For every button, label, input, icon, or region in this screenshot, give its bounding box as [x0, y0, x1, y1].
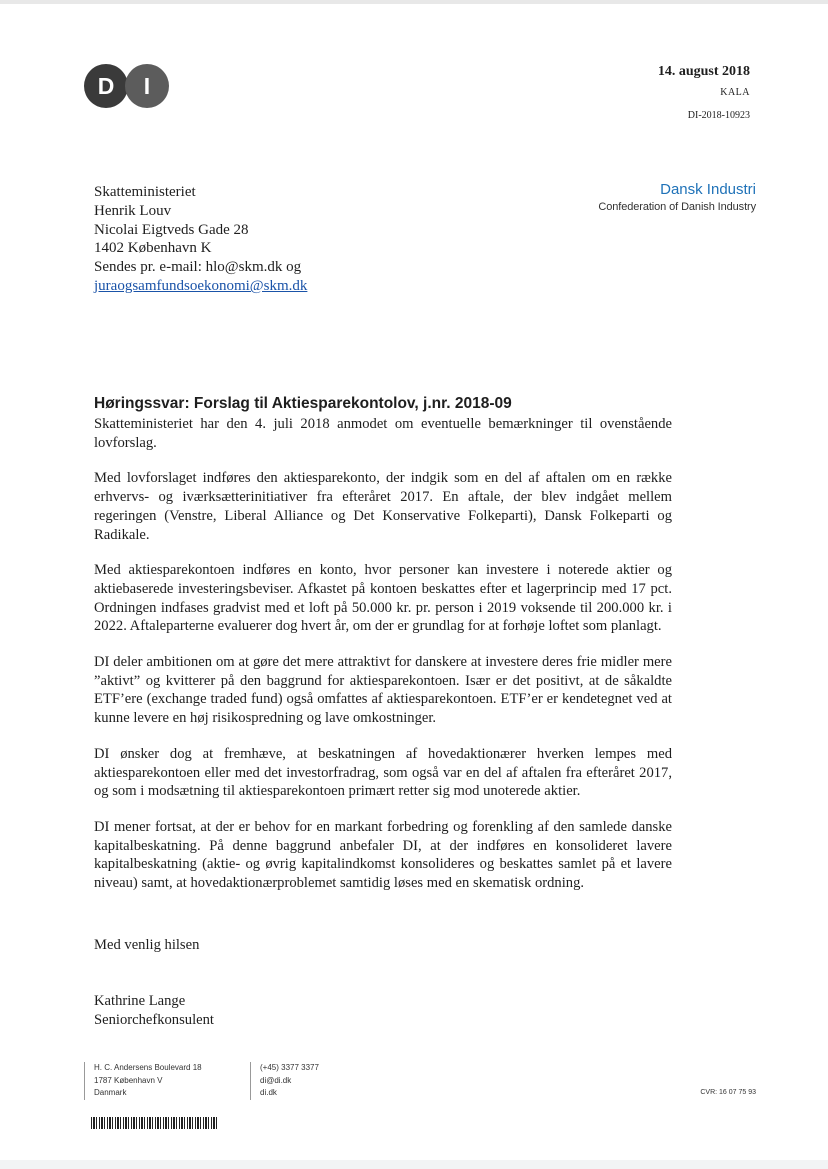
recipient-line: Sendes pr. e-mail: hlo@skm.dk og [94, 259, 302, 276]
recipient-address [94, 183, 307, 296]
signatory-title: Seniorchefkonsulent [94, 1011, 214, 1028]
body-paragraph: DI deler ambitionen om at gøre det mere attraktivt for danskere at investere deres frie midler mere ”aktivt” og kvitterer på den baggrund for aktiesparekontoen. Især er det positivt, at de såkaldte ETF’ere (exchange traded fund) også omfattes af aktiesparekontoen. ETF’er er kendetegnet ved at kunne levere en høj risikospredning og lave omkostninger. [94, 654, 672, 727]
logo-letter-d: D [84, 64, 128, 108]
brand-name: Dansk Industri [660, 181, 756, 198]
signatory-name: Kathrine Lange [94, 993, 186, 1009]
letter-body [94, 415, 672, 910]
footer-address [84, 1062, 202, 1100]
body-paragraph: Skatteministeriet har den 4. juli 2018 anmodet om eventuelle bemærkninger til ovenstående lovforslag. [94, 416, 672, 451]
body-paragraph: DI ønsker dog at fremhæve, at beskatningen af hovedaktionærer hverken lempes med aktiesparekontoen eller med det investorfradrag, som også var en del af aftalen fra efteråret 2017, og som i modsætning til aktiesparekontoen primært retter sig mod unoterede aktier. [94, 745, 672, 800]
recipient-line: Nicolai Eigtveds Gade 28 [94, 221, 249, 238]
brand-block [598, 181, 756, 215]
recipient-line: Skatteministeriet [94, 184, 196, 200]
footer-website: di.dk [260, 1088, 277, 1097]
reference-number: DI-2018-10923 [687, 110, 750, 121]
footer-address-line: H. C. Andersens Boulevard 18 [94, 1063, 202, 1072]
body-paragraph: Med aktiesparekontoen indføres en konto, hvor personer kan investere i noterede aktier og aktiebaserede investeringsbeviser. Afkastet på kontoen beskattes efter et lagerprincip med 17 pct. Ordningen indfases gradvist med et loft på 50.000 kr. pr. person i 2019 voksende til 200.000 kr. i 2022. Aftaleparterne evaluerer dog hvert år, om der er grundlag for at forhøje loftet som planlagt. [94, 562, 672, 635]
author-initials: KALA [720, 87, 750, 98]
footer-email: di@di.dk [260, 1075, 292, 1085]
recipient-line: Henrik Louv [94, 202, 172, 219]
cvr-number: CVR: 16 07 75 93 [700, 1089, 756, 1096]
body-paragraph: DI mener fortsat, at der er behov for en markant forbedring og forenkling af den samlede danske kapitalbeskatning. På denne baggrund anbefaler DI, at der indføres en konsolideret lavere kapitalbeskatning (aktie- og øvrig kapitalindkomst konsolideres og beskattes samlet på et lavere niveau) samt, at hovedaktionærproblemet samtidig løses med en skematisk ordning. [94, 818, 672, 892]
signature-block [94, 992, 214, 1029]
footer-address-line: 1787 København V [94, 1075, 163, 1085]
barcode-icon [91, 1117, 219, 1129]
scan-top-edge [0, 0, 828, 4]
recipient-line: 1402 København K [94, 240, 212, 257]
body-paragraph: Med lovforslaget indføres den aktiesparekonto, der indgik som en del af aftalen om en række erhvervs- og iværksætterinitiativer fra efteråret 2017. En aftale, der blev indgået mellem regeringen (Venstre, Liberal Alliance og Det Konservative Folkeparti), Dansk Folkeparti og Radikale. [94, 470, 672, 543]
closing-greeting: Med venlig hilsen [94, 937, 200, 953]
letter-date: 14. august 2018 [657, 64, 750, 79]
letter-subject: Høringssvar: Forslag til Aktiesparekontolov, j.nr. 2018-09 [94, 395, 512, 412]
footer-phone: (+45) 3377 3377 [260, 1063, 319, 1072]
footer-address-line: Danmark [94, 1088, 127, 1097]
footer-contact [250, 1062, 319, 1100]
logo-letter-i: I [125, 64, 169, 108]
di-logo [84, 64, 170, 108]
email-link[interactable]: juraogsamfundsoekonomi@skm.dk [94, 277, 308, 294]
brand-subtitle: Confederation of Danish Industry [598, 201, 756, 213]
scan-bottom-edge [0, 1160, 828, 1169]
